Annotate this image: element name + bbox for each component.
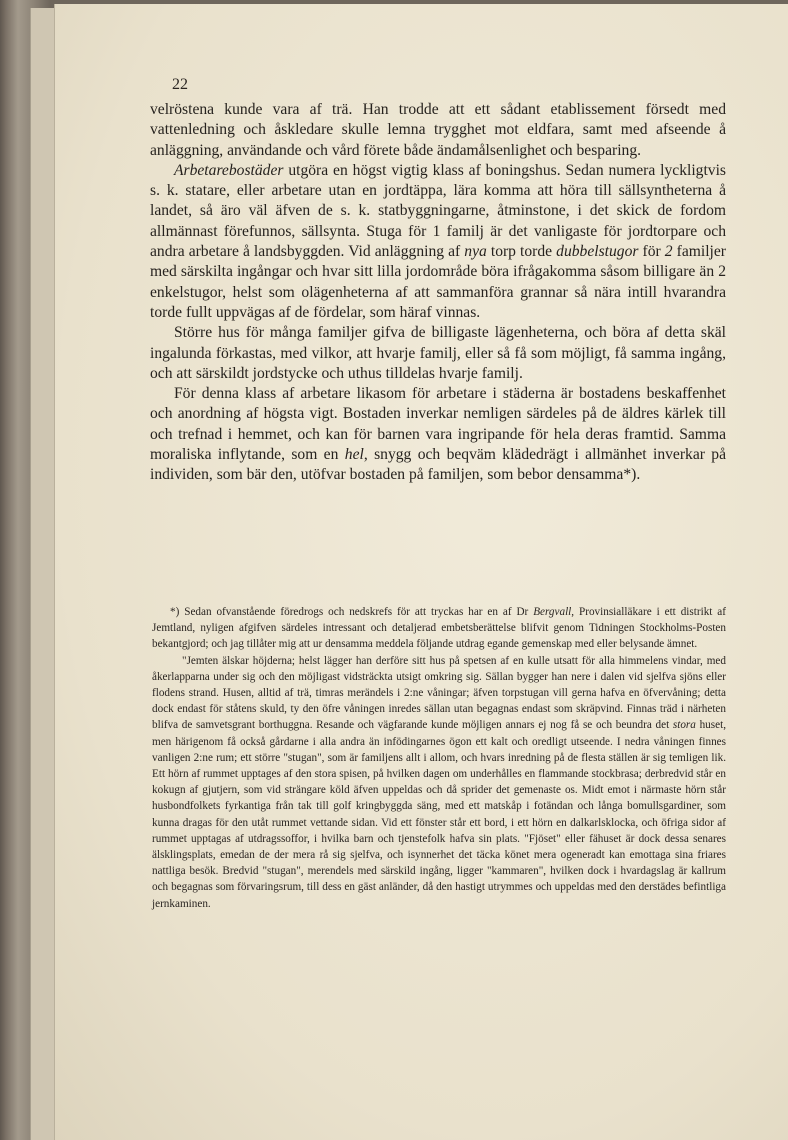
- footnote-quote: [152, 653, 726, 912]
- paragraph-text: för: [638, 243, 665, 261]
- paragraph-text: torp torde: [486, 243, 557, 261]
- main-text: [150, 100, 726, 486]
- paragraph-text: utgöra en högst vigtig klass af boningshus. Sedan numera lyckligtvis s. k. statare, eller arbetare utan en jordtäppa, lära komma att höra till sällsyntheterna å landet, så äro väl äfven de s. k. statbyggningarne, åtminstone, i det skick de fordom allmännast förefunnos, sällsynta. Stuga för 1 familj är det vanligaste för jordtorpare och andra arbetare å landsbyggden. Vid anläggning af: [150, 161, 726, 261]
- paragraph-3: [150, 323, 726, 384]
- emphasis-term: 2: [664, 243, 673, 261]
- paragraph-text: , snygg och beqväm klädedrägt i allmänhet inverkar på individen, som bär den, utöfvar bostaden på familjen, som bebor densamma*).: [150, 446, 727, 484]
- paragraph-4: [150, 384, 726, 485]
- emphasis-term: Arbetarebostäder: [174, 161, 284, 179]
- emphasis-term: hel: [344, 446, 364, 464]
- footnote-text: huset, men härigenom få också gårdarne i alla andra än infödingarnes ögon ett kalt och oredligt utseende. I nedra våningen finnes vanligen 2:ne rum; ett större "stugan", som är familjens allt i allom, och hvars inredning på de flesta ställen är sig temligen lik. Ett hörn af rummet upptages af den stora spisen, på hvilken dagen om underhålles en flammande stockbrasa; derbredvid står en kokugn af gjutjern, som vid strängare köld äfven uppeldas och då sprider det gemenaste os. Midt emot i närmaste hörn står husbondfolkets fyrkantiga från tak till golf kringbyggda säng, med ett matskåp i fotändan och långa bomullsgardiner, som kunna dragas för den utåt rummet vettande sidan. Vid ett fönster står ett bord, i ett hörn en dalkarlsklocka, och öfriga sidor af rummet upptagas af utdragssoffor, i hvilka barn och tjenstefolk hafva sin plats. "Fjöset" eller fähuset är dock dessa senares älsklingsplats, emedan de der mera rå sig sjelfva, och isynnerhet det täcka könet mera ogeneradt kan emottaga sina friares nattliga besök. Bredvid "stugan", merendels med särskild ingång, ligger "kammaren", hvilken dock i hvardagslag är kallrum och begagnas som förvaringsrum, till dess en gäst anländer, då den hastigt utrymmes och uppeldas med den derstädes befintliga jernkaminen.: [152, 719, 726, 910]
- paragraph-2: [150, 161, 726, 323]
- emphasis-term: dubbelstugor: [556, 243, 639, 261]
- footnote: [152, 604, 726, 912]
- footnote-text: , Provinsialläkare i ett distrikt af Jemtland, nyligen afgifven särdeles intressant och detaljerad embetsberättelse blifvit genom Tidningen Stockholms-Posten bekantgjord; och jag tillåter mig att ur densamma meddela följande utdrag egande gemenskap med eller belysande ämnet.: [152, 606, 726, 651]
- page-number: 22: [172, 76, 188, 93]
- paragraph-text: familjer med särskilta ingångar och hvar sitt lilla jordområde böra ifrågakomma såsom billigare än 2 enkelstugor, helst som olägenheterna af att sammanföra grannar så nära intill hvarandra torde fullt uppvägas af de fördelar, som häraf vinnas.: [150, 243, 726, 321]
- emphasis-term: nya: [464, 243, 487, 261]
- paragraph-text: Större hus för många familjer gifva de billigaste lägenheterna, och böra af detta skäl ingalunda förkastas, med vilkor, att hvarje familj, eller så få som möjligt, få samma ingång, och att särskildt jordstycke och uthus tilldelas hvarje familj.: [150, 324, 726, 382]
- emphasis-term: stora: [672, 719, 696, 732]
- paragraph-1: [150, 100, 726, 161]
- paragraph-text: velröstena kunde vara af trä. Han trodde att ett sådant etablissement försedt med vattenledning och åskledare skulle lemna trygghet mot eldfara, samt med afseende å anläggning, användande och vård förete både ändamålsenlighet och besparing.: [150, 101, 726, 159]
- footnote-intro: [152, 604, 726, 653]
- footnote-author-name: Bergvall: [533, 606, 572, 618]
- footnote-text: *) Sedan ofvanstående föredrogs och nedskrefs för att tryckas har en af Dr: [170, 606, 534, 618]
- footnote-text: "Jemten älskar höjderna; helst lägger han derföre sitt hus på spetsen af en kulle utsatt för alla himmelens vindar, med åkerlapparna under sig och den möjligast vidsträckta utsigt omkring sig. Sällan bygger han nere i dalen vid sjelfva sjöns eller flodens strand. Husen, alltid af trä, timras merändels i 2:ne våningar; äfven torpstugan vill gerna hafva en öfvervåning; detta dock endast för ståtens skuld, ty den öfre våningen inredes sällan utan begagnas endast som skräpvind. Finnas träd i närheten blifva de samvetsgrant borthuggna. Resande och vägfarande kunde möjligen annars ej nog få se och beundra det: [152, 654, 726, 732]
- paragraph-text: För denna klass af arbetare likasom för arbetare i städerna är bostadens beskaffenhet och anordning af högsta vigt. Bostaden inverkar nemligen särdeles på de äldres kärlek till och trefnad i hemmet, och kan för barnen vara ingripande för hela deras framtid. Samma moraliska inflytande, som en: [150, 385, 726, 464]
